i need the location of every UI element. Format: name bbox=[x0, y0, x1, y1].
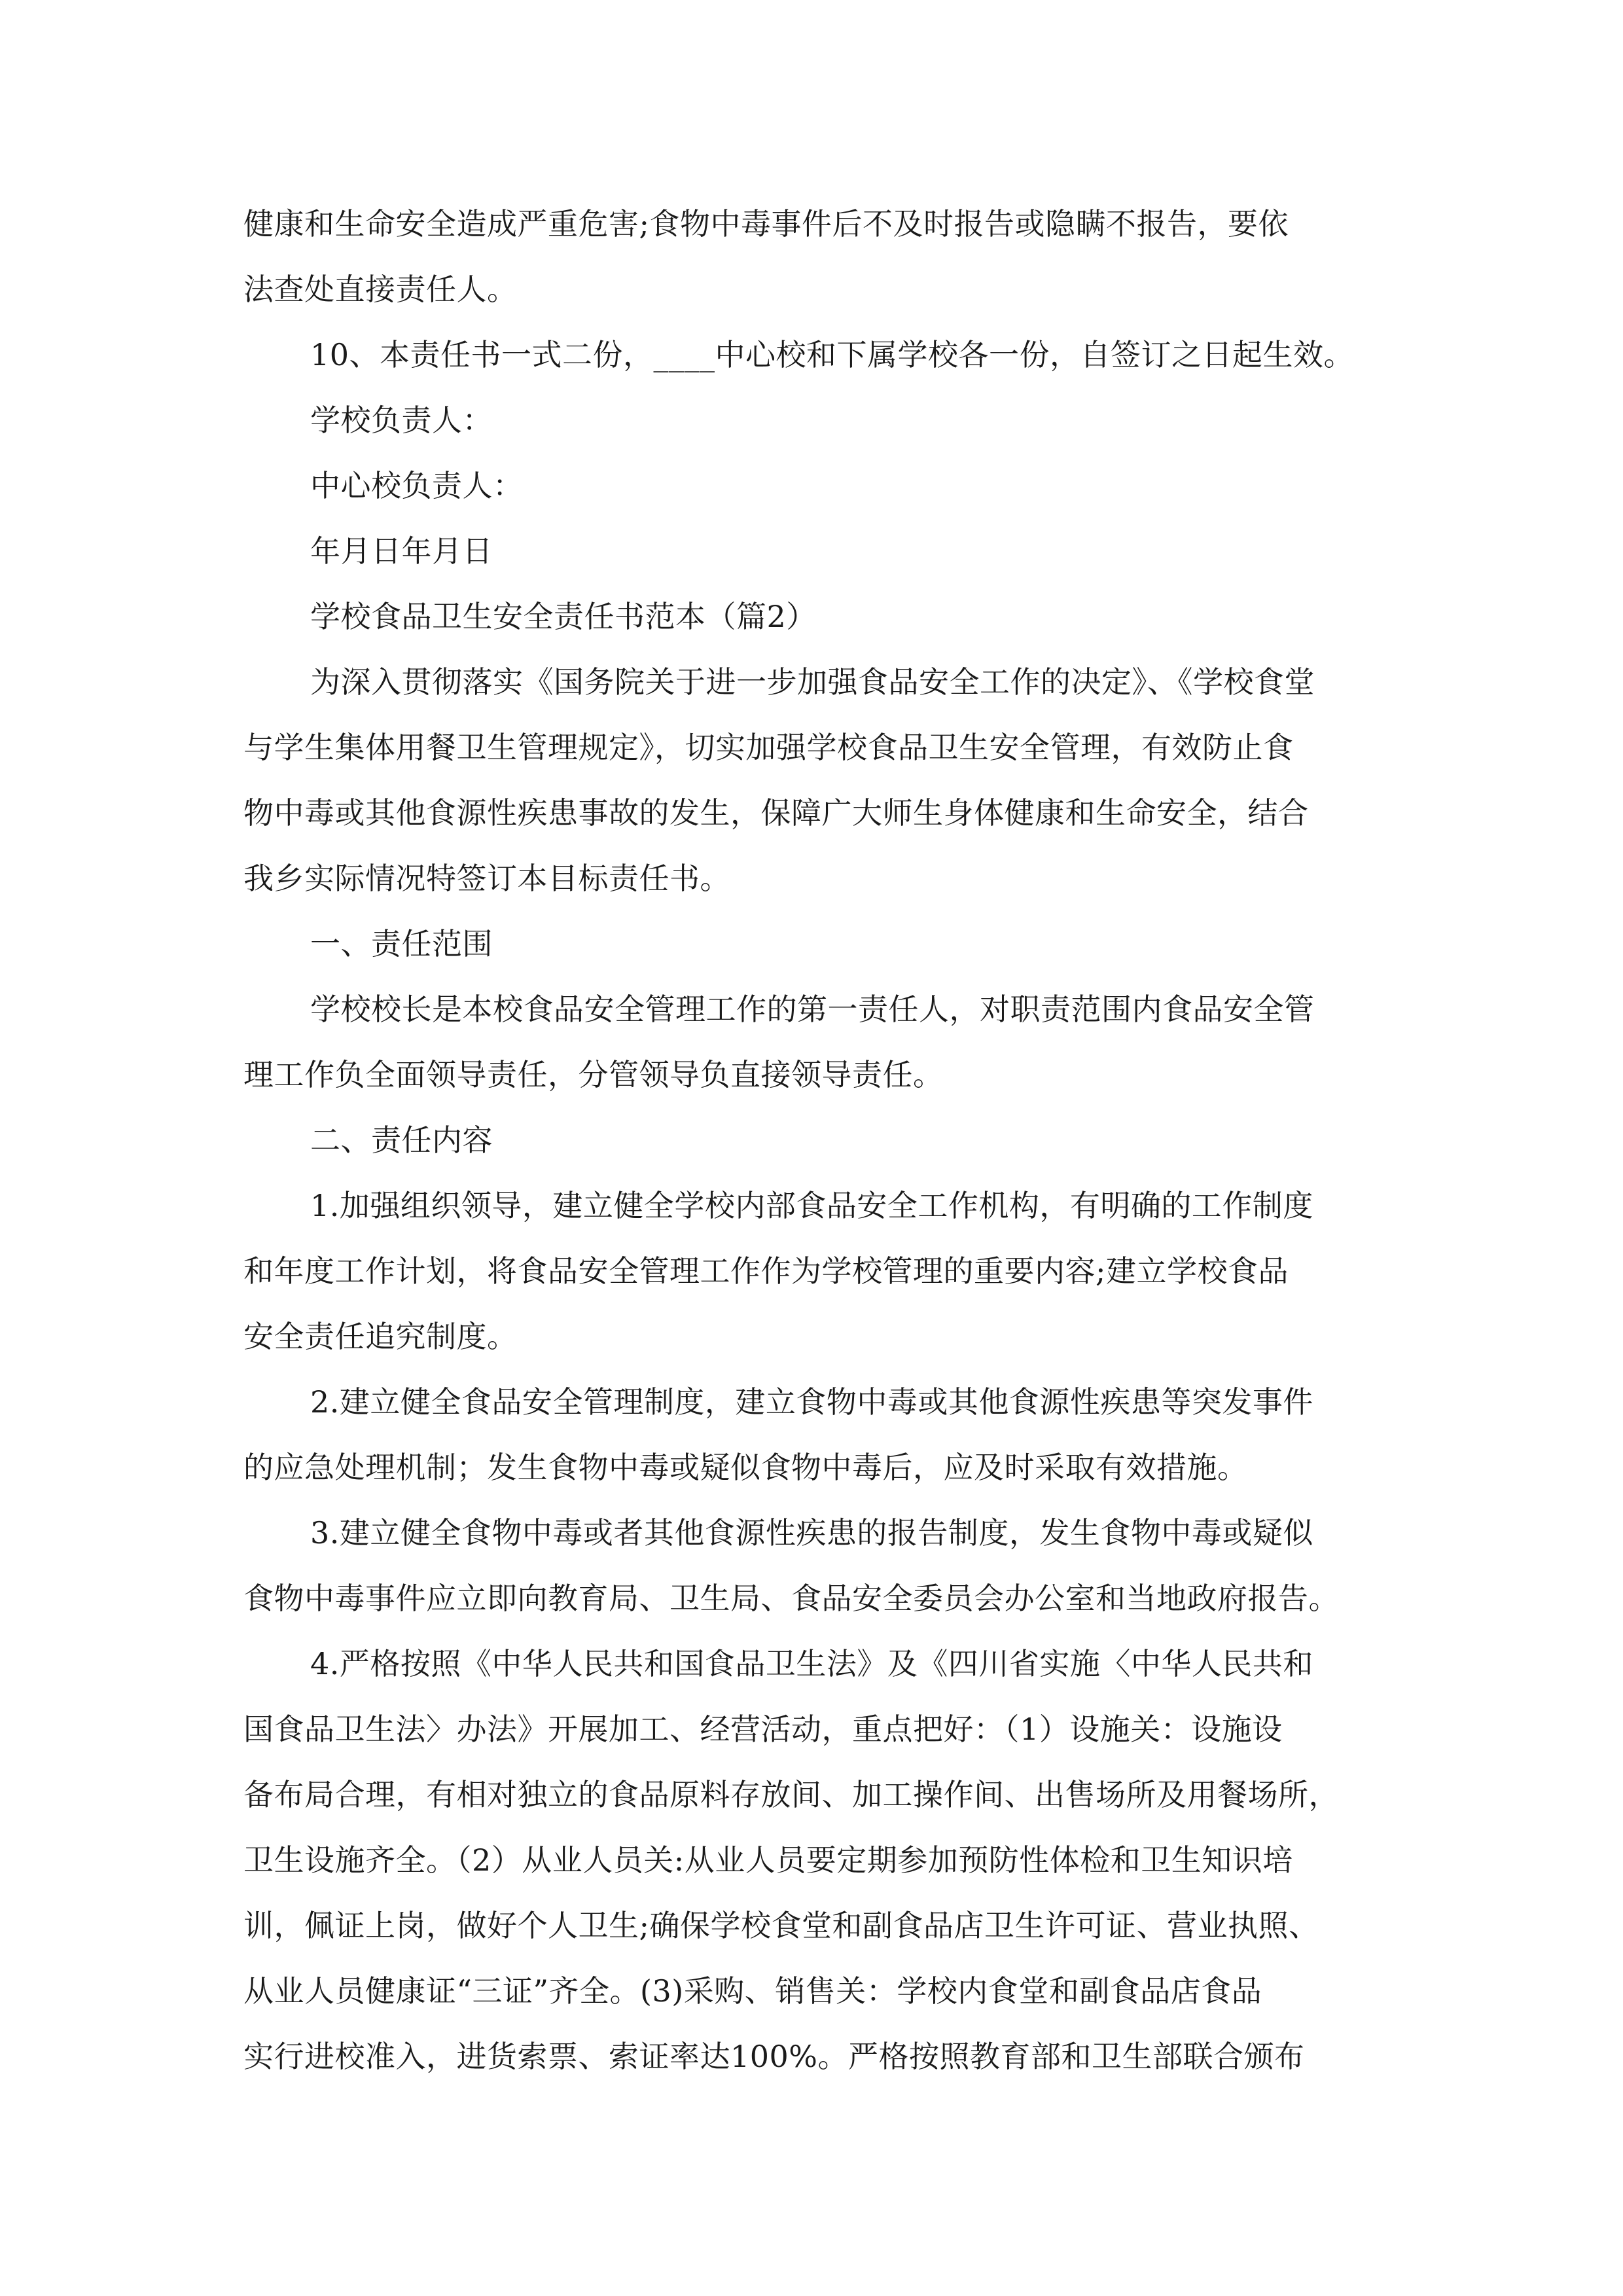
heading-responsibility-content: 二、责任内容 bbox=[310, 1122, 493, 1158]
heading-responsibility-scope: 一、责任范围 bbox=[310, 926, 493, 961]
section-title: 学校食品卫生安全责任书范本（篇2） bbox=[310, 599, 817, 634]
text-line: 实行进校准入，进货索票、索证率达100%。严格按照教育部和卫生部联合颁布 bbox=[243, 2039, 1305, 2074]
text-line: 安全责任追究制度。 bbox=[243, 1319, 518, 1354]
text-line: 卫生设施齐全。（2）从业人员关:从业人员要定期参加预防性体检和卫生知识培 bbox=[243, 1842, 1293, 1878]
signature-label-school: 学校负责人： bbox=[310, 403, 493, 438]
text-line: 法查处直接责任人。 bbox=[243, 272, 518, 307]
text-line: 为深入贯彻落实《国务院关于进一步加强食品安全工作的决定》、《学校食堂 bbox=[310, 664, 1315, 700]
text-line: 学校校长是本校食品安全管理工作的第一责任人，对职责范围内食品安全管 bbox=[310, 992, 1315, 1027]
text-line: 2.建立健全食品安全管理制度，建立食物中毒或其他食源性疾患等突发事件 bbox=[310, 1384, 1313, 1420]
text-line: 1.加强组织领导，建立健全学校内部食品安全工作机构，有明确的工作制度 bbox=[310, 1188, 1313, 1223]
date-line: 年月日年月日 bbox=[310, 533, 493, 569]
text-line: 国食品卫生法〉办法》开展加工、经营活动，重点把好：（1）设施关：设施设 bbox=[243, 1712, 1283, 1747]
text-line: 物中毒或其他食源性疾患事故的发生，保障广大师生身体健康和生命安全，结合 bbox=[243, 795, 1309, 831]
text-line: 健康和生命安全造成严重危害;食物中毒事件后不及时报告或隐瞒不报告，要依 bbox=[243, 206, 1289, 242]
text-line: 理工作负全面领导责任，分管领导负直接领导责任。 bbox=[243, 1057, 944, 1092]
text-line: 4.严格按照《中华人民共和国食品卫生法》及《四川省实施〈中华人民共和 bbox=[310, 1646, 1313, 1681]
text-line: 与学生集体用餐卫生管理规定》，切实加强学校食品卫生安全管理，有效防止食 bbox=[243, 730, 1294, 765]
text-line: 训，佩证上岗，做好个人卫生;确保学校食堂和副食品店卫生许可证、营业执照、 bbox=[243, 1908, 1319, 1943]
text-line: 我乡实际情况特签订本目标责任书。 bbox=[243, 861, 730, 896]
text-line: 备布局合理，有相对独立的食品原料存放间、加工操作间、出售场所及用餐场所， bbox=[243, 1777, 1339, 1812]
text-line: 从业人员健康证“三证”齐全。(3)采购、销售关：学校内食堂和副食品店食品 bbox=[243, 1973, 1262, 2009]
text-line: 3.建立健全食物中毒或者其他食源性疾患的报告制度，发生食物中毒或疑似 bbox=[310, 1515, 1313, 1551]
signature-label-center-school: 中心校负责人： bbox=[310, 468, 524, 503]
text-line: 的应急处理机制；发生食物中毒或疑似食物中毒后，应及时采取有效措施。 bbox=[243, 1450, 1248, 1485]
text-line: 10、本责任书一式二份，____中心校和下属学校各一份，自签订之日起生效。 bbox=[310, 337, 1355, 372]
text-line: 和年度工作计划，将食品安全管理工作作为学校管理的重要内容;建立学校食品 bbox=[243, 1253, 1289, 1289]
text-line: 食物中毒事件应立即向教育局、卫生局、食品安全委员会办公室和当地政府报告。 bbox=[243, 1581, 1339, 1616]
